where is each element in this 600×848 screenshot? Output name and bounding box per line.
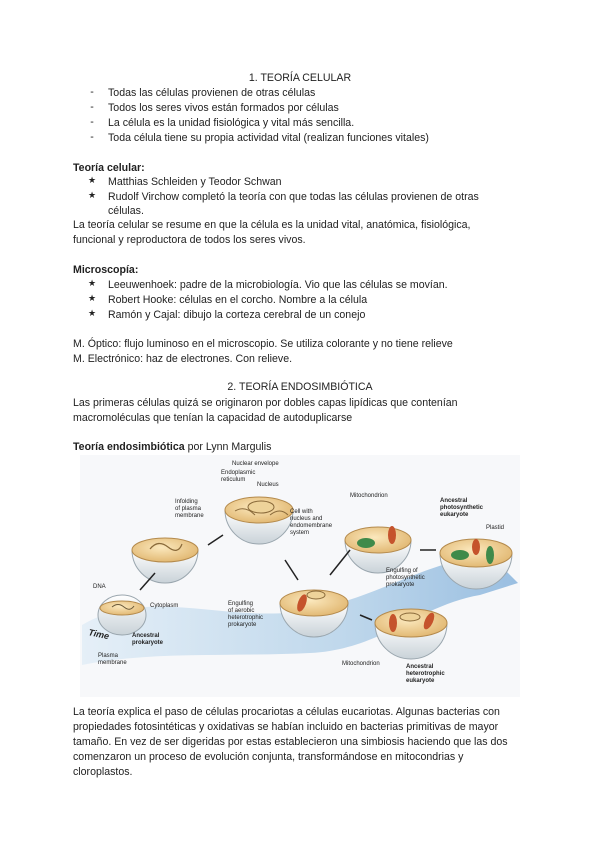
endosymbiosis-figure [80,455,520,697]
label-engulf-aerobic-2: of aerobic [228,608,255,614]
star-marker: ★ [87,278,97,288]
optico-line: M. Óptico: flujo luminoso en el microscopio. Se utiliza colorante y no tiene relieve [73,338,453,350]
label-cellwith-3: endomembrane [290,523,333,529]
electronico-line: M. Electrónico: haz de electrones. Con relieve. [73,353,293,365]
label-photo-3: eukaryote [440,512,469,518]
label-anc-het-1: Ancestral [406,664,434,670]
label-er-1: Endoplasmic [221,470,256,476]
list-item: Rudolf Virchow completó la teoría con que todas las células provienen de otras [108,191,479,203]
dash-marker: - [90,131,94,143]
label-cytoplasm: Cytoplasm [150,603,179,609]
label-nuclear-envelope: Nuclear envelope [232,461,279,467]
label-time: Time [87,627,111,642]
star-marker: ★ [87,175,97,185]
closing-line: propiedades fotosintéticas y oxidativas se habían incluido en bacterias primitivas de mayor [73,721,499,733]
list-item: La célula es la unidad fisiológica y vital más sencilla. [108,117,355,129]
list-item: Todos los seres vivos están formados por células [108,102,339,114]
label-mitochondrion-bottom: Mitochondrion [342,661,380,667]
label-cellwith-2: nucleus and [290,516,323,522]
label-anc-prok-2: prokaryote [132,640,164,646]
dash-marker: - [90,101,94,113]
label-engulf-photo-2: photosynthetic [386,575,425,581]
star-marker: ★ [87,308,97,318]
list-item-continuation: células. [108,205,144,217]
label-engulf-aerobic-1: Engulfing [228,601,254,607]
closing-line: tamaño. En vez de ser digeridas por estas establecieron una simbiosis haciendo que las dos [73,736,508,748]
subheading-microscopia: Microscopía: [73,264,139,276]
dash-marker: - [90,86,94,98]
label-infolding-1: Infolding [175,499,198,505]
closing-line: cloroplastos. [73,766,133,778]
list-item: Ramón y Cajal: dibujo la corteza cerebral de un conejo [108,309,366,321]
label-anc-het-3: eukaryote [406,678,435,684]
label-anc-prok-1: Ancestral [132,633,160,639]
closing-line: La teoría explica el paso de células procariotas a células eucariotas. Algunas bacterias con [73,706,500,718]
cell-ancestral-prokaryote [98,595,146,635]
label-nucleus: Nucleus [257,482,279,488]
star-marker: ★ [87,190,97,200]
label-photo-2: photosynthetic [440,505,483,511]
list-item: Leeuwenhoek: padre de la microbiología. Vio que las células se movían. [108,279,448,291]
figure-title [73,440,271,454]
section-heading-endosimbiotica: 2. TEORÍA ENDOSIMBIÓTICA [227,381,373,393]
list-item: Robert Hooke: células en el corcho. Nombre a la célula [108,294,368,306]
figure-title-bold: Teoría endosimbiótica [73,441,185,453]
label-cellwith-1: Cell with [290,509,313,515]
label-engulf-photo-1: Engulfing of [386,568,418,574]
intro-line: Las primeras células quizá se originaron por dobles capas lipídicas que contenían [73,397,458,409]
label-plasma-1: Plasma [98,653,119,659]
label-anc-het-2: heterotrophic [406,671,445,677]
label-engulf-photo-3: prokaryote [386,582,415,588]
intro-line: macromoléculas que tenían la capacidad de autoduplicarse [73,412,353,424]
label-engulf-aerobic-4: prokaryote [228,622,257,628]
label-cellwith-4: system [290,530,310,536]
label-engulf-aerobic-3: heterotrophic [228,615,264,621]
label-infolding-2: of plasma [175,506,202,512]
list-item: Todas las células provienen de otras células [108,87,316,99]
label-plasma-2: membrane [98,660,127,666]
list-item: Toda célula tiene su propia actividad vital (realizan funciones vitales) [108,132,429,144]
subheading-teoria-celular: Teoría celular: [73,162,145,174]
label-plastid: Plastid [486,525,505,531]
closing-line: comenzaron un proceso de evolución conjunta, transformándose en mitocondrias y [73,751,464,763]
label-photo-1: Ancestral [440,498,468,504]
figure-title-author: por Lynn Margulis [184,441,272,453]
star-marker: ★ [87,293,97,303]
label-infolding-3: membrane [175,513,204,519]
paragraph-line: La teoría celular se resume en que la célula es la unidad vital, anatómica, fisiológica, [73,219,471,231]
label-dna: DNA [93,584,106,590]
list-item: Matthias Schleiden y Teodor Schwan [108,176,282,188]
section-heading-teoria-celular: 1. TEORÍA CELULAR [248,72,352,84]
label-er-2: reticulum [221,477,246,483]
dash-marker: - [90,116,94,128]
paragraph-line: funcional y reproductora de todos los seres vivos. [73,234,306,246]
label-mitochondrion-top: Mitochondrion [350,493,388,499]
